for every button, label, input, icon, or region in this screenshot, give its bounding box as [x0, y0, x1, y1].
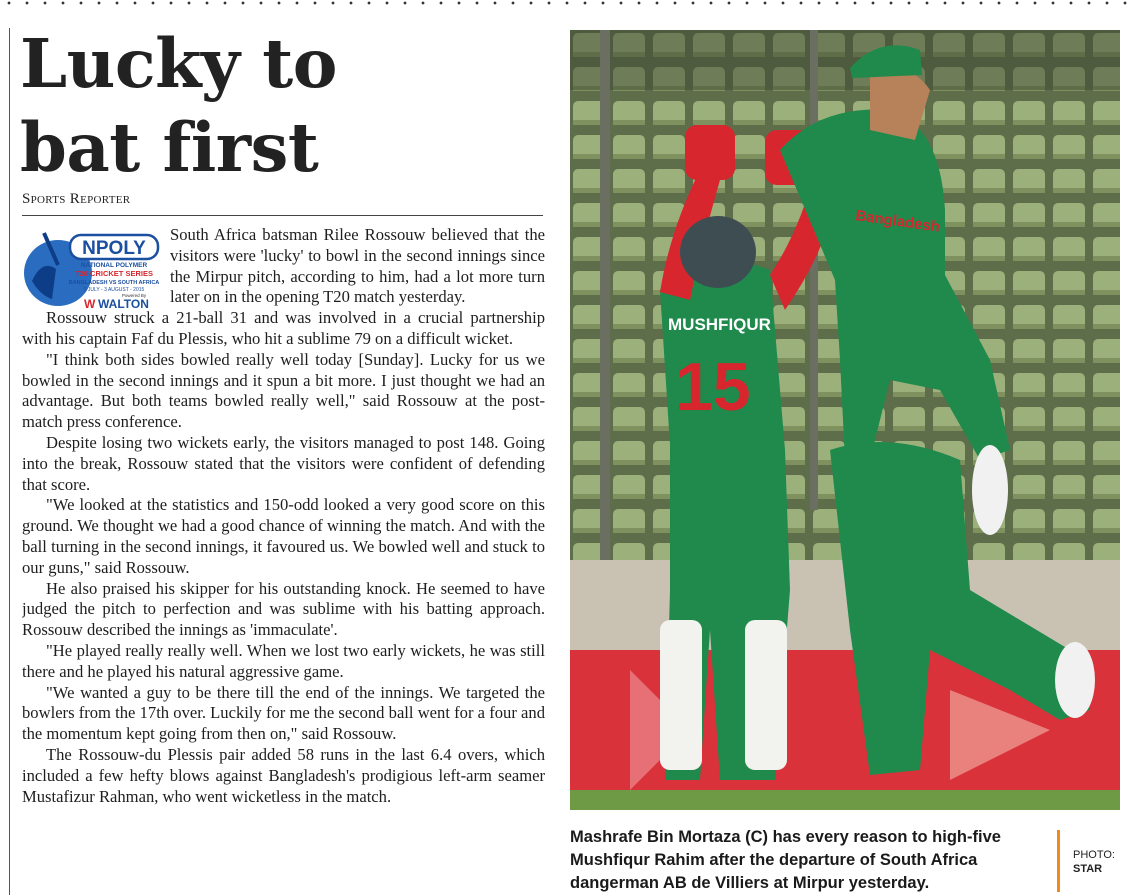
- stand-shadow: [570, 30, 1120, 90]
- logo-sponsor-text: WALTON: [98, 297, 149, 309]
- paragraph-3: "I think both sides bowled really well today [Sunday]. Lucky for us we bowled in the second innings and it spun a bit more. I just thought we had an advantage. But both teams bowled really well," said Rossouw at the post-match press conference.: [22, 349, 545, 432]
- logo-sub-text-1: NATIONAL POLYMER: [80, 262, 148, 269]
- byline-divider: [22, 215, 543, 216]
- mushfiqur-helmet: [680, 216, 756, 288]
- headline: [20, 22, 550, 190]
- jersey-name: MUSHFIQUR: [668, 315, 771, 334]
- mushfiqur-glove-left: [685, 125, 735, 180]
- paragraph-8: "We wanted a guy to be there till the end of the innings. We targeted the bowlers from the 17th over. Luckily for me the second ball went for a four and the momentum kept going from then on," said Rossouw.: [22, 682, 545, 744]
- logo-w-mark: W: [84, 297, 96, 309]
- top-dotted-rule: [0, 0, 1127, 6]
- paragraph-6: He also praised his skipper for his outstanding knock. He seemed to have judged the pitch to perfection and was sublime with his batting approach. Rossouw described the innings as 'immaculate'.: [22, 578, 545, 640]
- credit-label: PHOTO:: [1073, 849, 1115, 861]
- series-logo: [22, 229, 165, 309]
- paragraph-1: South Africa batsman Rilee Rossouw believed that the visitors were 'lucky' to bowl in the second innings since the Mirpur pitch, according to him, had a lot more turn later on in the opening T20 match yesterday.: [170, 225, 545, 307]
- mushfiqur-pad-right: [745, 620, 787, 770]
- shirt-text: Bangladesh: [854, 207, 942, 236]
- paragraph-9: The Rossouw-du Plessis pair added 58 runs in the last 6.4 overs, which included a few hefty blows against Bangladesh's prodigious left-arm seamer Mustafizur Rahman, who went wicketless in the match.: [22, 744, 545, 806]
- credit-accent-bar: [1057, 830, 1060, 892]
- news-photo: [570, 30, 1120, 810]
- headline-line-1: Lucky to: [20, 24, 337, 103]
- logo-powered-text: Powered By: [121, 293, 147, 298]
- paragraph-2: Rossouw struck a 21-ball 31 and was involved in a crucial partnership with his captain Faf du Plessis, who hit a sublime 79 on a difficult wicket.: [22, 308, 545, 348]
- logo-sub-text-3: BANGLADESH VS SOUTH AFRICA: [68, 280, 160, 286]
- logo-sub-text-2: T20 CRICKET SERIES: [75, 269, 153, 278]
- article-body: [22, 225, 545, 895]
- column-rule: [9, 28, 10, 895]
- paragraph-5: "We looked at the statistics and 150-odd looked a very good score on this ground. We thought we had a good chance of winning the match. And with the ball turning in the second innings, it favoured us. We bowled well and stuck to our guns," said Rossouw.: [22, 495, 545, 577]
- photo-caption: Mashrafe Bin Mortaza (C) has every reason to high-five Mushfiqur Rahim after the departure of South Africa dangerman AB de Villiers at Mirpur yesterday.: [570, 828, 1001, 892]
- paragraph-4: Despite losing two wickets early, the visitors managed to post 148. Going into the break, Rossouw stated that the visitors were confident of defending that score.: [22, 432, 545, 494]
- photo-credit: [1073, 848, 1115, 876]
- mushfiqur-pad-left: [660, 620, 702, 770]
- credit-source: STAR: [1073, 863, 1103, 875]
- pillar-right: [810, 30, 818, 510]
- headline-line-2: bat first: [20, 108, 319, 187]
- jersey-number: 15: [675, 349, 751, 425]
- third-player-shoe: [1055, 642, 1095, 718]
- outfield-grass: [570, 790, 1120, 810]
- pillar-left: [600, 30, 610, 560]
- byline: Sports Reporter: [22, 191, 131, 207]
- mashrafe-shoe-right: [972, 445, 1008, 535]
- logo-brand-text: NPOLY: [82, 238, 146, 259]
- paragraph-7: "He played really really well. When we lost two early wickets, he was still there and he played his natural aggressive game.: [22, 640, 545, 681]
- logo-dates-text: 5 JULY - 3 AUGUST - 2015: [83, 287, 145, 293]
